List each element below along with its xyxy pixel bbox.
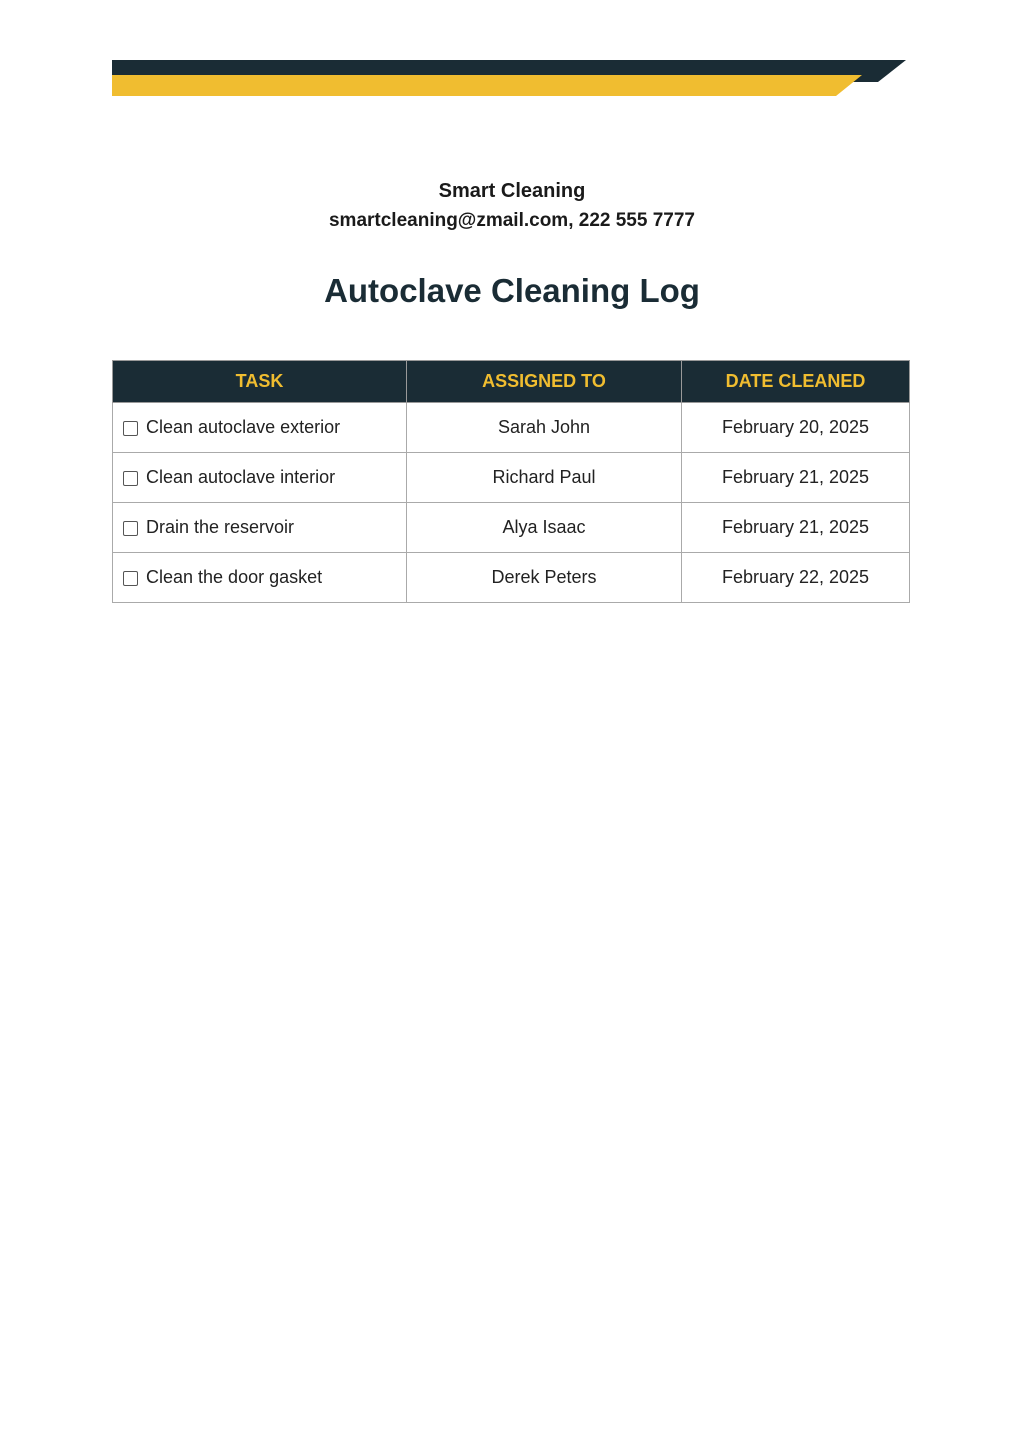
date-cleaned-cell: February 21, 2025 <box>682 453 910 503</box>
page-title: Autoclave Cleaning Log <box>324 272 700 309</box>
task-cell <box>113 553 407 603</box>
task-checkbox[interactable] <box>123 471 138 486</box>
task-checkbox[interactable] <box>123 571 138 586</box>
date-cleaned-cell: February 20, 2025 <box>682 403 910 453</box>
task-checkbox[interactable] <box>123 521 138 536</box>
assigned-to-cell: Derek Peters <box>407 553 682 603</box>
assigned-to-cell: Richard Paul <box>407 453 682 503</box>
company-contact: smartcleaning@zmail.com, 222 555 7777 <box>328 210 695 231</box>
assigned-to-cell: Sarah John <box>407 403 682 453</box>
date-cleaned-cell: February 22, 2025 <box>682 553 910 603</box>
assigned-to-cell: Alya Isaac <box>407 503 682 553</box>
header-date-cleaned: DATE CLEANED <box>682 361 910 403</box>
table-row <box>113 453 910 503</box>
task-label: Drain the reservoir <box>146 517 295 537</box>
company-name: Smart Cleaning <box>438 180 586 202</box>
header-banner <box>112 60 912 100</box>
table-row <box>113 553 910 603</box>
header-task: TASK <box>113 361 407 403</box>
header-assigned-to: ASSIGNED TO <box>407 361 682 403</box>
task-cell <box>113 403 407 453</box>
cleaning-log-table <box>112 360 910 603</box>
task-label: Clean autoclave interior <box>146 467 336 487</box>
task-cell <box>113 503 407 553</box>
date-cleaned-cell: February 21, 2025 <box>682 503 910 553</box>
table-row <box>113 503 910 553</box>
table-row <box>113 403 910 453</box>
task-cell <box>113 453 407 503</box>
task-checkbox[interactable] <box>123 421 138 436</box>
task-label: Clean autoclave exterior <box>146 417 341 437</box>
task-label: Clean the door gasket <box>146 567 323 587</box>
